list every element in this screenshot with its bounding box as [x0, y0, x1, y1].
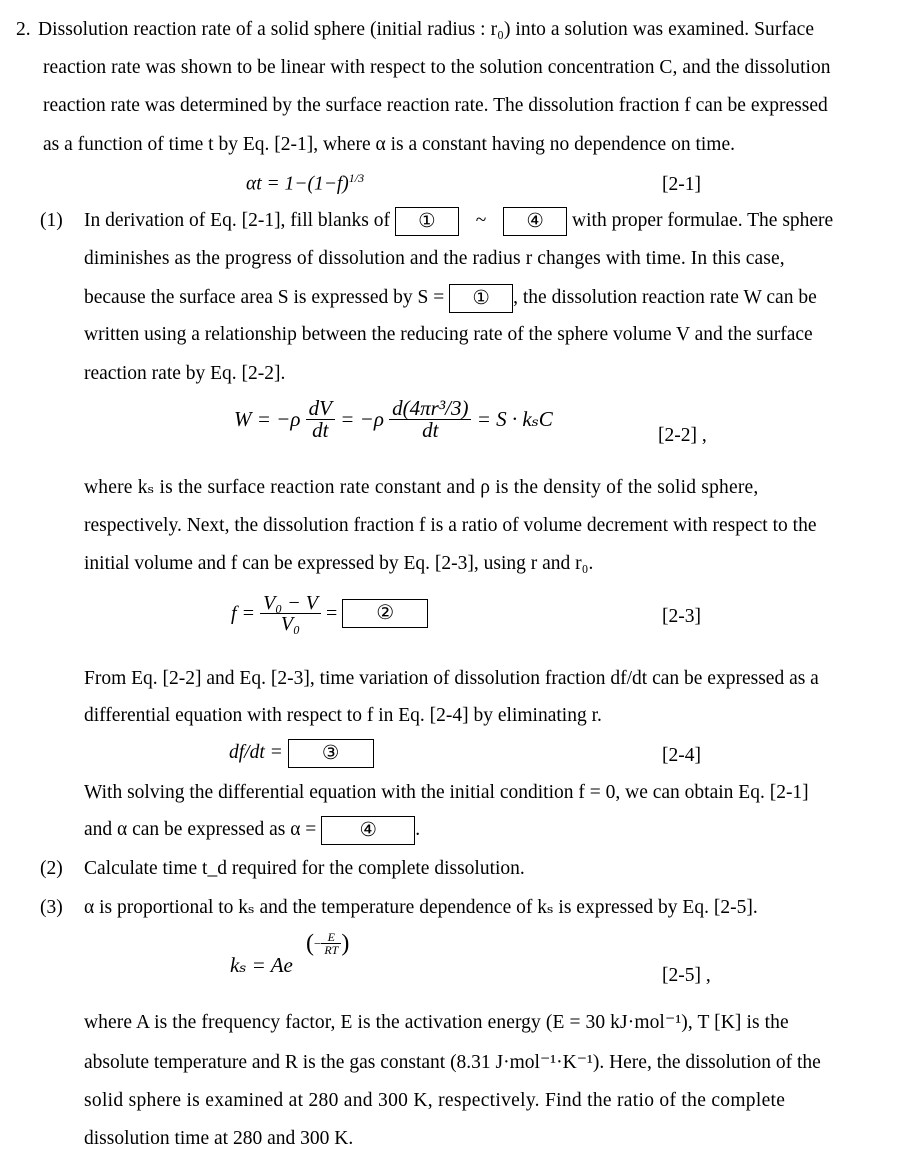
- part-1-cont3-period: .: [415, 818, 421, 840]
- eq-2-3-tag: [2-3]: [662, 606, 701, 627]
- blank-4-box: ④: [503, 207, 567, 236]
- eq-2-4-tag: [2-4]: [662, 745, 701, 766]
- eq-2-2: [234, 398, 553, 441]
- part-1-cont2-line-2: differential equation with respect to f in Eq. [2-4] by eliminating r.: [84, 705, 602, 726]
- part-1-line-1: [84, 207, 833, 236]
- intro-line-4: as a function of time t by Eq. [2-1], where α is a constant having no dependence on time.: [43, 134, 735, 155]
- tilde: ~: [475, 209, 487, 231]
- eq-2-1-exponent: 1/3: [348, 171, 365, 185]
- eq-2-5-exp-sign: −: [314, 936, 322, 951]
- eq-2-3: [231, 593, 428, 634]
- eq-2-5-tag: [2-5] ,: [662, 965, 711, 986]
- part-1-cont3-line-2a: and α can be expressed as α =: [84, 818, 317, 840]
- eq-2-2-num-2: d(4πr³/3): [389, 398, 471, 420]
- intro-line-3: reaction rate was determined by the surface reaction rate. The dissolution fraction f can be expressed: [43, 95, 828, 116]
- eq-2-5-exp-den: RT: [324, 943, 339, 957]
- part-1-line-3a: because the surface area S is expressed by S =: [84, 286, 445, 308]
- eq-2-2-frac-1: [306, 398, 335, 441]
- part-2-number: (2): [40, 858, 63, 879]
- blank-4b-box: ④: [321, 816, 415, 845]
- part-3-cont-line-1: where A is the frequency factor, E is the activation energy (E = 30 kJ·mol⁻¹), T [K] is the: [84, 1012, 789, 1033]
- part-1-line-3: [84, 284, 817, 313]
- eq-2-2-lhs: W = −ρ: [234, 407, 301, 431]
- eq-2-1-formula: αt = 1−(1−f): [246, 173, 349, 195]
- part-3-cont-line-3: solid sphere is examined at 280 and 300 K, respectively. Find the ratio of the complete: [84, 1090, 786, 1111]
- blank-1-box: ①: [395, 207, 459, 236]
- eq-2-5-exponent: (− $\frac{E}{RT}$ ): [306, 930, 350, 957]
- eq-2-1-tag: [2-1]: [662, 174, 701, 195]
- eq-2-5-lhs: kₛ = Ae: [230, 953, 293, 977]
- part-1-cont-line-2: respectively. Next, the dissolution fraction f is a ratio of volume decrement with respect to the: [84, 515, 817, 536]
- eq-2-3-eq: =: [325, 602, 338, 625]
- eq-2-2-den-2: dt: [422, 418, 439, 442]
- eq-2-4: [229, 739, 374, 768]
- eq-2-5: [230, 930, 350, 977]
- part-3-cont-line-2: absolute temperature and R is the gas constant (8.31 J·mol⁻¹·K⁻¹). Here, the dissolution of the: [84, 1052, 821, 1073]
- part-1-line-4: written using a relationship between the reducing rate of the sphere volume V and the surface: [84, 324, 813, 345]
- eq-2-3-den: V₀: [280, 613, 301, 635]
- part-1-line-2: diminishes as the progress of dissolution and the radius r changes with time. In this case,: [84, 248, 785, 269]
- blank-3-box: ③: [288, 739, 374, 768]
- eq-2-2-den-1: dt: [312, 418, 329, 442]
- eq-2-5-exp-frac: [321, 931, 341, 956]
- part-3-cont-line-4: dissolution time at 280 and 300 K.: [84, 1128, 354, 1149]
- part-1-cont-line-3: initial volume and f can be expressed by Eq. [2-3], using r and r₀.: [84, 553, 594, 574]
- part-3-number: (3): [40, 897, 63, 918]
- eq-2-2-tag: [2-2] ,: [658, 425, 707, 446]
- part-1-line-3b: , the dissolution reaction rate W can be: [513, 286, 817, 308]
- part-1-cont-line-1: where kₛ is the surface reaction rate constant and ρ is the density of the solid sphere,: [84, 477, 759, 498]
- question-number: 2.: [16, 19, 31, 40]
- part-1-cont3-line-1: With solving the differential equation with the initial condition f = 0, we can obtain Eq. [2-1]: [84, 782, 809, 803]
- eq-2-3-lhs: f =: [231, 602, 256, 625]
- part-1-line-1a: In derivation of Eq. [2-1], fill blanks of: [84, 209, 390, 231]
- eq-2-3-num: V₀ − V: [260, 593, 321, 614]
- blank-s-box: ①: [449, 284, 513, 313]
- eq-2-1: [246, 172, 364, 194]
- part-1-number: (1): [40, 210, 63, 231]
- eq-2-3-frac: [260, 593, 321, 634]
- eq-2-2-mid: = −ρ: [340, 407, 384, 431]
- part-2-text: Calculate time t_d required for the complete dissolution.: [84, 858, 525, 879]
- eq-2-4-lhs: df/dt =: [229, 741, 283, 763]
- intro-line-2: reaction rate was shown to be linear with respect to the solution concentration C, and the dissolution: [43, 57, 831, 78]
- eq-2-5-exp-num: E: [321, 931, 341, 944]
- blank-2-box: ②: [342, 599, 428, 628]
- eq-2-2-rhs: = S · kₛC: [476, 407, 553, 431]
- part-1-line-1b: with proper formulae. The sphere: [572, 209, 834, 231]
- part-1-cont2-line-1: From Eq. [2-2] and Eq. [2-3], time variation of dissolution fraction df/dt can be expressed as a: [84, 668, 819, 689]
- part-1-cont3-line-2: [84, 816, 420, 845]
- part-1-line-5: reaction rate by Eq. [2-2].: [84, 363, 286, 384]
- eq-2-2-frac-2: [389, 398, 471, 441]
- eq-2-2-num-1: dV: [306, 398, 335, 420]
- intro-line-1: Dissolution reaction rate of a solid sphere (initial radius : r₀) into a solution was examined. Surface: [38, 19, 815, 40]
- part-3-text: α is proportional to kₛ and the temperature dependence of kₛ is expressed by Eq. [2-5].: [84, 897, 758, 918]
